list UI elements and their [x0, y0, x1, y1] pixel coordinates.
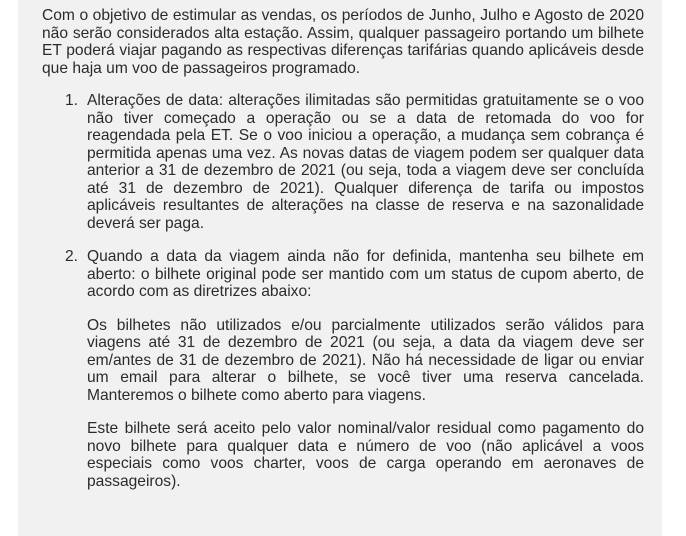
list-item-number: 1.: [65, 92, 79, 109]
policy-list: [42, 92, 644, 490]
intro-paragraph: Com o objetivo de estimular as vendas, os períodos de Junho, Julho e Agosto de 2020 não serão considerados alta estação. Assim, qualquer passageiro portando um bilhete ET poderá viajar pagando as respectivas diferenças tarifárias quando aplicáveis desde que haja um voo de passageiros programado.: [42, 7, 644, 77]
list-item-subparagraph: Este bilhete será aceito pelo valor nominal/valor residual como pagamento do novo bilhete para qualquer data e número de voo (não aplicável a voos especiais como voos charter, voos de carga operando em aeronaves de passageiros).: [87, 420, 644, 490]
list-item-subparagraph: Os bilhetes não utilizados e/ou parcialmente utilizados serão válidos para viagens até 31 de dezembro de 2021 (ou seja, a data da viagem deve ser em/antes de 31 de dezembro de 2021). Não há necessidade de ligar ou enviar um email para alterar o bilhete, se você tiver uma reserva cancelada. Manteremos o bilhete como aberto para viagens.: [87, 316, 644, 404]
list-item: [65, 92, 644, 232]
list-item-text: Quando a data da viagem ainda não for definida, mantenha seu bilhete em aberto: o bilhete original pode ser mantido com um status de cupom aberto, de acordo com as diretrizes abaixo:: [87, 248, 644, 300]
list-item-text: Alterações de data: alterações ilimitadas são permitidas gratuitamente se o voo não tiver começado a operação ou se a data de retomada do voo for reagendada pela ET. Se o voo iniciou a operação, a mudança sem cobrança é permitida apenas uma vez. As novas datas de viagem podem ser qualquer data anterior a 31 de dezembro de 2021 (ou seja, toda a viagem deve ser concluída até 31 de dezembro de 2021). Qualquer diferença de tarifa ou impostos aplicáveis resultantes de alterações na classe de reserva e na sazonalidade deverá ser paga.: [87, 92, 644, 232]
list-item-number: 2.: [65, 248, 79, 265]
list-item: [65, 248, 644, 490]
policy-text: [42, 7, 644, 506]
